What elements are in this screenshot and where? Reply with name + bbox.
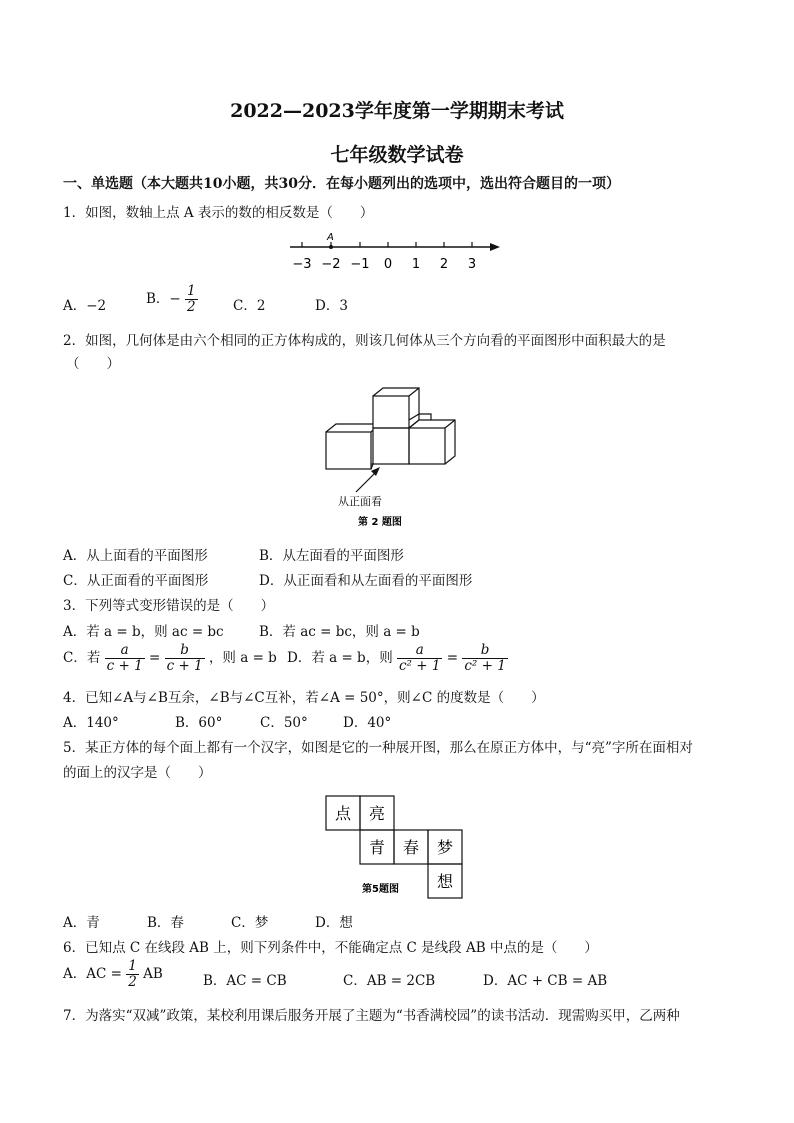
q1-tick-label: 3 (467, 257, 477, 272)
q5-option-d[interactable]: D．想 (315, 915, 353, 931)
q2-figure-caption: 第 2 题图 (358, 517, 402, 528)
q2-figure-label: 从正面看 (338, 495, 382, 508)
q5-option-a[interactable]: A．青 (63, 915, 100, 931)
q1-option-b-prefix: B．− (146, 291, 181, 307)
q3-option-a[interactable]: A．若 a = b，则 ac = bc (63, 624, 224, 640)
q2-stem-line1: 2．如图，几何体是由六个相同的正方体构成的，则该几何体从三个方向看的平面图形中面积最大的是 (63, 333, 666, 349)
q3-option-d[interactable] (287, 643, 508, 674)
q2-stem-line2: （ ） (66, 356, 120, 372)
q4-option-d[interactable]: D．40° (343, 715, 392, 731)
fraction-denominator: 2 (187, 299, 196, 315)
fraction-denominator: c + 1 (166, 658, 203, 674)
q5-net-cell: 梦 (436, 838, 454, 857)
q1-option-b[interactable] (146, 284, 198, 315)
q5-stem-line2: 的面上的汉字是（ ） (63, 765, 212, 781)
exam-title: 2022—2023学年度第一学期期末考试 (230, 100, 564, 122)
q1-number-line-figure (284, 226, 508, 272)
q3-option-d-prefix: D．若 a = b，则 (287, 650, 393, 666)
q4-option-b[interactable]: B．60° (175, 715, 223, 731)
q1-option-b-fraction (185, 284, 198, 315)
q6-option-a[interactable] (63, 959, 163, 990)
q5-option-c[interactable]: C．梦 (231, 915, 269, 931)
q1-stem: 1．如图，数轴上点 A 表示的数的相反数是（ ） (63, 205, 374, 221)
q6-option-b[interactable]: B．AC = CB (203, 973, 287, 989)
q4-option-c[interactable]: C．50° (260, 715, 308, 731)
q3-option-d-fraction-right (462, 643, 507, 674)
q5-net-cell: 想 (436, 872, 454, 891)
q1-tick-label: 2 (439, 257, 449, 272)
fraction-numerator: b (165, 643, 205, 659)
q6-option-d[interactable]: D．AC + CB = AB (483, 973, 608, 989)
q3-option-c-suffix: ，则 a = b (208, 650, 277, 666)
q7-stem: 7．为落实“双减”政策，某校利用课后服务开展了主题为“书香满校园”的读书活动．现需购买甲，乙两种 (63, 1008, 680, 1024)
fraction-denominator: c + 1 (106, 658, 143, 674)
q6-stem: 6．已知点 C 在线段 AB 上，则下列条件中，不能确定点 C 是线段 AB 中点的是（ ） (63, 940, 598, 956)
q1-tick-label: 1 (411, 257, 421, 272)
q2-cube-figure (318, 380, 466, 532)
q4-stem: 4．已知∠A与∠B互余，∠B与∠C互补，若∠A = 50°，则∠C 的度数是（ ） (63, 690, 545, 706)
q1-tick-label: −1 (350, 257, 370, 272)
q3-option-c-fraction-left (105, 643, 145, 674)
fraction-denominator: c² + 1 (399, 658, 441, 674)
q6-option-a-fraction (126, 959, 139, 990)
fraction-numerator: a (397, 643, 442, 659)
fraction-denominator: 2 (128, 974, 137, 990)
q2-option-c[interactable]: C．从正面看的平面图形 (63, 573, 209, 589)
q6-option-a-prefix: A．AC = (63, 966, 122, 982)
section-heading: 一、单选题（本大题共10小题，共30分．在每小题列出的选项中，选出符合题目的一项） (63, 176, 620, 192)
q5-figure-caption: 第5题图 (362, 884, 399, 895)
q1-option-d[interactable]: D．3 (315, 298, 348, 314)
q1-tick-label: 0 (383, 257, 393, 272)
q5-net-cell: 春 (402, 838, 420, 857)
q5-net-cell: 点 (334, 804, 352, 823)
fraction-numerator: b (462, 643, 507, 659)
q6-option-a-suffix: AB (143, 966, 163, 982)
q3-option-c[interactable] (63, 643, 277, 674)
q1-tick-label: −2 (321, 257, 341, 272)
q3-option-c-equals: = (148, 650, 161, 666)
q2-option-b[interactable]: B．从左面看的平面图形 (259, 548, 404, 564)
q1-tick-label: −3 (292, 257, 312, 272)
q4-option-a[interactable]: A．140° (63, 715, 119, 731)
exam-subtitle: 七年级数学试卷 (330, 144, 464, 166)
q5-option-b[interactable]: B．春 (147, 915, 184, 931)
q5-stem-line1: 5．某正方体的每个面上都有一个汉字，如图是它的一种展开图，那么在原正方体中，与“亮”字所在面相对 (63, 740, 693, 756)
fraction-denominator: c² + 1 (464, 658, 506, 674)
q2-option-a[interactable]: A．从上面看的平面图形 (63, 548, 208, 564)
fraction-numerator: 1 (187, 283, 196, 299)
q2-option-d[interactable]: D．从正面看和从左面看的平面图形 (259, 573, 473, 589)
fraction-numerator: 1 (128, 958, 137, 974)
q1-option-a[interactable]: A．−2 (63, 298, 107, 314)
q3-option-b[interactable]: B．若 ac = bc，则 a = b (259, 624, 420, 640)
q3-option-c-prefix: C．若 (63, 650, 101, 666)
fraction-numerator: a (105, 643, 145, 659)
q5-net-cell: 青 (368, 838, 386, 857)
q5-net-cell: 亮 (368, 804, 386, 823)
q6-option-c[interactable]: C．AB = 2CB (343, 973, 436, 989)
q1-option-c[interactable]: C．2 (233, 298, 266, 314)
q3-option-d-fraction-left (397, 643, 442, 674)
q3-stem: 3．下列等式变形错误的是（ ） (63, 598, 275, 614)
q5-cube-net-figure (322, 792, 468, 900)
q3-option-c-fraction-right (165, 643, 205, 674)
q3-option-d-equals: = (446, 650, 459, 666)
q1-point-label: A (327, 232, 334, 243)
